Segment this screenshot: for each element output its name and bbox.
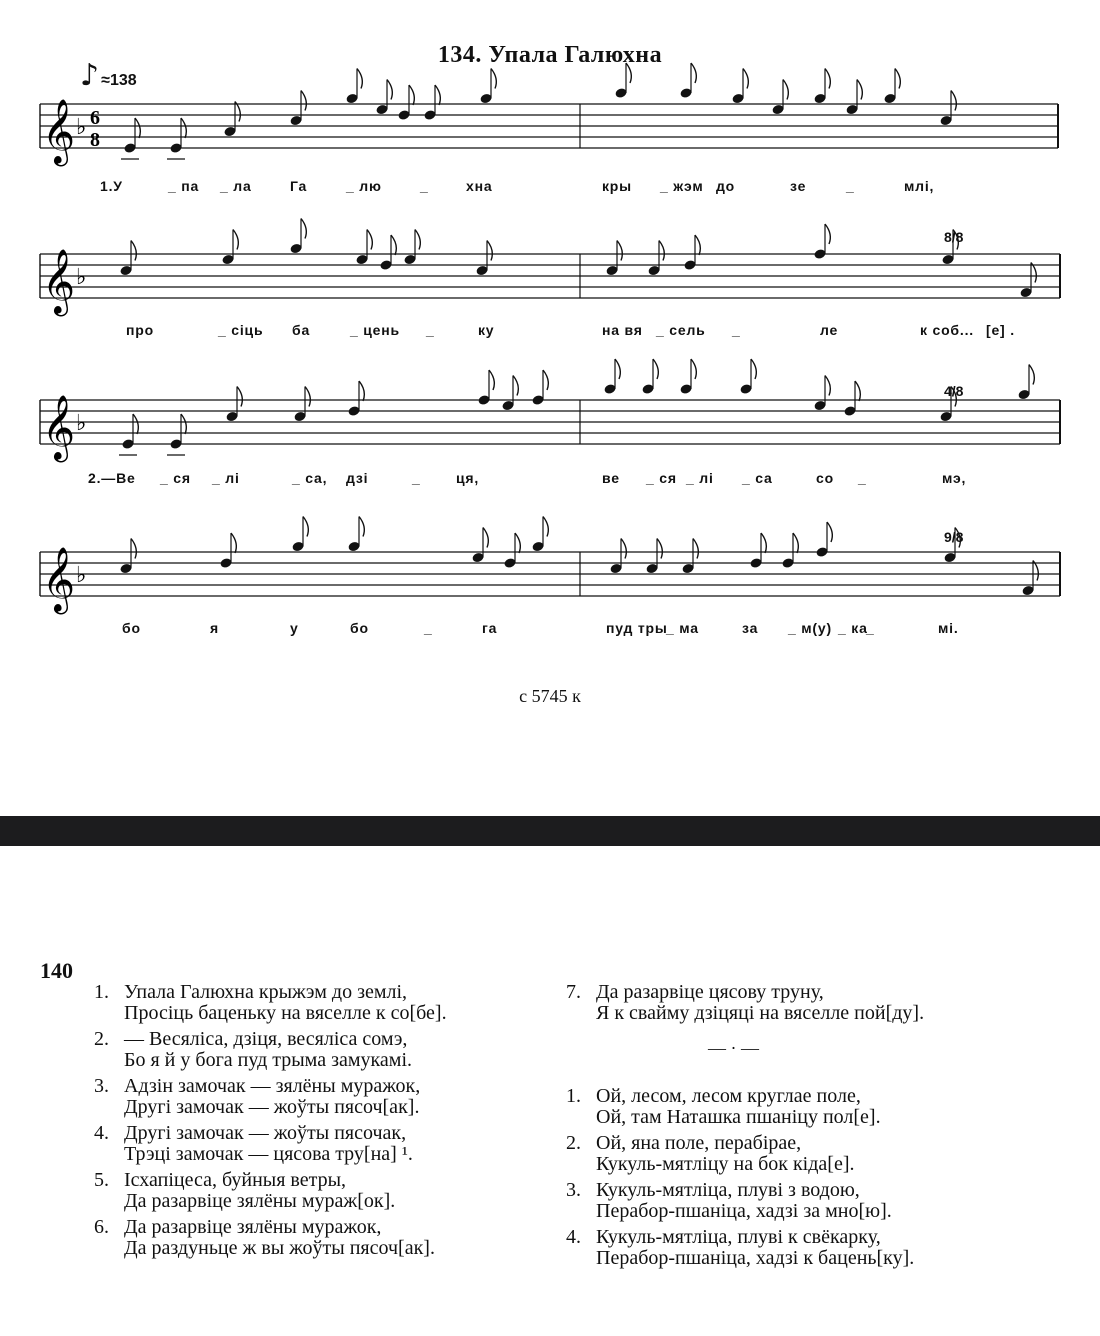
lyric-syllable: ле [820, 322, 839, 338]
lyric-syllable: _ сель [656, 322, 706, 338]
note-flag [367, 230, 372, 250]
treble-clef-icon: 𝄞 [42, 395, 76, 460]
note-flag [895, 69, 900, 89]
lyric-syllable: _ [420, 178, 429, 194]
verse-line: Трэці замочак — цясова тру[на] ¹. [124, 1143, 413, 1165]
note-flag [487, 241, 492, 261]
verse [566, 1180, 914, 1222]
note-flag [131, 241, 136, 261]
verse-line: Да раздуньце ж вы жоўты пясоч[ак]. [124, 1237, 435, 1259]
lyric-syllable: _ [732, 322, 741, 338]
verse-7 [566, 982, 924, 1029]
treble-clef-icon: 𝄞 [42, 547, 76, 612]
lyric-syllable: _ [858, 470, 867, 486]
verse-number: 2. [566, 1132, 581, 1154]
verse-number: 1. [566, 1085, 581, 1107]
verse-number: 3. [94, 1075, 109, 1097]
verse-line: Упала Галюхна крыжэм до землі, [124, 981, 408, 1003]
lyric-syllable: до [716, 178, 736, 194]
note-flag [181, 414, 186, 434]
note-flag [237, 387, 242, 407]
lyric-syllable: _ са, [292, 470, 328, 486]
note-flag [691, 63, 696, 83]
verse-line: Перабор-пшаніца, хадзі к бацень[ку]. [596, 1247, 915, 1269]
verse-number: 5. [94, 1169, 109, 1191]
note-flag [515, 533, 520, 553]
note-flag [303, 517, 308, 537]
note-flag [827, 522, 832, 542]
verse-line: Да разарвіце цясову труну, [596, 981, 824, 1003]
verses-left-column [94, 982, 447, 1264]
lyric-syllable: на вя [602, 322, 643, 338]
note-flag [359, 517, 364, 537]
note-flag [951, 91, 956, 111]
note-flag [491, 69, 496, 89]
lyric-syllable: _ цень [350, 322, 400, 338]
lyric-syllable: у [290, 620, 299, 636]
lyric-syllable: _ па [168, 178, 200, 194]
note-flag [231, 533, 236, 553]
note-flag [695, 235, 700, 255]
lyric-syllable: зе [790, 178, 807, 194]
verse [94, 1217, 447, 1259]
note-flag [133, 414, 138, 434]
verse-number: 7. [566, 981, 581, 1003]
lyric-syllable: _ ка [838, 620, 868, 636]
lyric-syllable: _ сіць [218, 322, 264, 338]
eighth-note-icon: ♪ [80, 58, 100, 93]
lyric-syllable: Га [290, 178, 308, 194]
verse [94, 982, 447, 1024]
note-flag [825, 376, 830, 396]
verse [94, 1170, 447, 1212]
meter-change-2: 4/8 [944, 383, 964, 399]
lyric-syllable: мэ, [942, 470, 967, 486]
lyric-syllable: за [742, 620, 759, 636]
flat-key-signature-icon: ♭ [76, 265, 87, 290]
note-flag [391, 235, 396, 255]
note-flag [693, 539, 698, 559]
note-flag [435, 85, 440, 105]
note-flag [621, 539, 626, 559]
verse-line: — Весяліса, дзіця, весяліса сомэ, [124, 1028, 408, 1050]
note-flag [855, 381, 860, 401]
verse [94, 1029, 447, 1071]
tempo-value: ≈138 [101, 72, 137, 89]
verse-line: Перабор-пшаніца, хадзі за мно[ю]. [596, 1200, 892, 1222]
note-flag [135, 118, 140, 138]
verse [566, 982, 924, 1024]
lyric-syllable: _ лю [346, 178, 382, 194]
note-flag [793, 533, 798, 553]
treble-clef-icon: 𝄞 [42, 99, 76, 164]
note-flag [543, 517, 548, 537]
verse-line: Да разарвіце зялёны мураж[ок]. [124, 1190, 396, 1212]
time-signature-numerator: 6 [90, 107, 100, 129]
lyric-syllable: _ ся [160, 470, 191, 486]
verse [94, 1123, 447, 1165]
verses-right-column [566, 1086, 914, 1274]
lyric-syllable: со [816, 470, 834, 486]
verse-number: 4. [94, 1122, 109, 1144]
page-number: 140 [40, 958, 73, 983]
note-flag [751, 359, 756, 379]
note-flag [1029, 365, 1034, 385]
catalog-number: с 5745 к [519, 686, 581, 706]
lyric-syllable: ба [292, 322, 311, 338]
verse-line: Просіць баценьку на вяселле к со[бе]. [124, 1002, 447, 1024]
time-signature-denominator: 8 [90, 129, 100, 151]
note-flag [409, 85, 414, 105]
note-flag [761, 533, 766, 553]
verse [566, 1133, 914, 1175]
verse-line: Бо я й у бога пуд трыма замукамі. [124, 1049, 413, 1071]
section-separator: — · — [708, 1038, 759, 1058]
verse [566, 1227, 914, 1269]
note-flag [483, 528, 488, 548]
note-flag [305, 387, 310, 407]
note-flag [359, 381, 364, 401]
lyric-syllable: _ [866, 620, 875, 636]
lyric-syllable: _ [426, 322, 435, 338]
note-flag [617, 241, 622, 261]
lyric-syllable: бо [122, 620, 141, 636]
lyric-syllable: 1.У [100, 178, 123, 194]
song-title: 134. Упала Галюхна [437, 42, 663, 68]
lyric-syllable: _ [846, 178, 855, 194]
verse-line: Кукуль-мятліца, плуві к свёкарку, [596, 1226, 881, 1248]
note-flag [626, 63, 631, 83]
verse-line: Кукуль-мятліца, плуві з водою, [596, 1179, 860, 1201]
note-flag [387, 80, 392, 100]
lyric-syllable: _ ма [666, 620, 699, 636]
verse-number: 4. [566, 1226, 581, 1248]
lyric-syllable: 2.—Ве [88, 470, 136, 486]
lyric-syllable: [е] . [986, 322, 1015, 338]
verse-line: Я к свайму дзіцяці на вяселле пой[ду]. [596, 1002, 925, 1024]
lyric-syllable: _ [424, 620, 433, 636]
flat-key-signature-icon: ♭ [76, 115, 87, 140]
lyric-syllable: _ ла [220, 178, 252, 194]
lyric-syllable: хна [466, 178, 493, 194]
meter-change-3: 9/8 [944, 529, 964, 545]
treble-clef-icon: 𝄞 [42, 249, 76, 314]
verse-line: Ой, там Наташка пшаніцу пол[е]. [596, 1106, 881, 1128]
verse-number: 1. [94, 981, 109, 1003]
note-flag [301, 219, 306, 239]
lyric-syllable: мі. [938, 620, 959, 636]
verse-line: Другі замочак — жоўты пясоч[ак]. [124, 1096, 420, 1118]
note-flag [615, 359, 620, 379]
note-flag [825, 224, 830, 244]
note-flag [543, 370, 548, 390]
note-flag [513, 376, 518, 396]
note-flag [657, 539, 662, 559]
verse [94, 1076, 447, 1118]
lyric-syllable: к соб... [920, 322, 974, 338]
note-flag [857, 80, 862, 100]
lyric-syllable: ця, [456, 470, 480, 486]
note-flag [301, 91, 306, 111]
verse-number: 6. [94, 1216, 109, 1238]
note-flag [653, 359, 658, 379]
verse-line: Адзін замочак — зялёны муражок, [124, 1075, 421, 1097]
flat-key-signature-icon: ♭ [76, 563, 87, 588]
note-flag [233, 230, 238, 250]
verse-line: Кукуль-мятліцу на бок кіда[е]. [596, 1153, 855, 1175]
lyric-syllable: бо [350, 620, 369, 636]
note-flag [489, 370, 494, 390]
lyric-syllable: млі, [904, 178, 935, 194]
meter-change-1: 8/8 [944, 229, 964, 245]
lyric-syllable: дзі [346, 470, 369, 486]
verse-line: Ой, яна поле, перабірае, [596, 1132, 802, 1154]
verse-line: Ісхапіцеса, буйныя ветры, [124, 1169, 347, 1191]
note-flag [783, 80, 788, 100]
note-flag [743, 69, 748, 89]
lyric-syllable: про [126, 322, 154, 338]
verse-line: Да разарвіце зялёны муражок, [124, 1216, 382, 1238]
verse-number: 3. [566, 1179, 581, 1201]
lyric-syllable: ве [602, 470, 620, 486]
verse-number: 2. [94, 1028, 109, 1050]
lyric-syllable: _ [412, 470, 421, 486]
note-flag [825, 69, 830, 89]
lyric-syllable: ку [478, 322, 495, 338]
lyric-syllable: _ жэм [660, 178, 704, 194]
note-flag [659, 241, 664, 261]
lyric-syllable: _ лі [686, 470, 714, 486]
note-flag [181, 118, 186, 138]
lyric-syllable: кры [602, 178, 632, 194]
lyric-syllable: _ лі [212, 470, 240, 486]
lyric-syllable: _ м(у) [788, 620, 832, 636]
verse-line: Другі замочак — жоўты пясочак, [124, 1122, 407, 1144]
note-flag [357, 69, 362, 89]
note-flag [415, 230, 420, 250]
lyric-syllable: я [210, 620, 219, 636]
lyric-syllable: га [482, 620, 498, 636]
note-flag [691, 359, 696, 379]
lyric-syllable: _ са [742, 470, 773, 486]
flat-key-signature-icon: ♭ [76, 411, 87, 436]
lyric-syllable: пуд тры [606, 620, 668, 636]
lyric-syllable: _ ся [646, 470, 677, 486]
verse [566, 1086, 914, 1128]
note-flag [131, 539, 136, 559]
verse-line: Ой, лесом, лесом круглае поле, [596, 1085, 861, 1107]
page-divider [0, 816, 1100, 846]
